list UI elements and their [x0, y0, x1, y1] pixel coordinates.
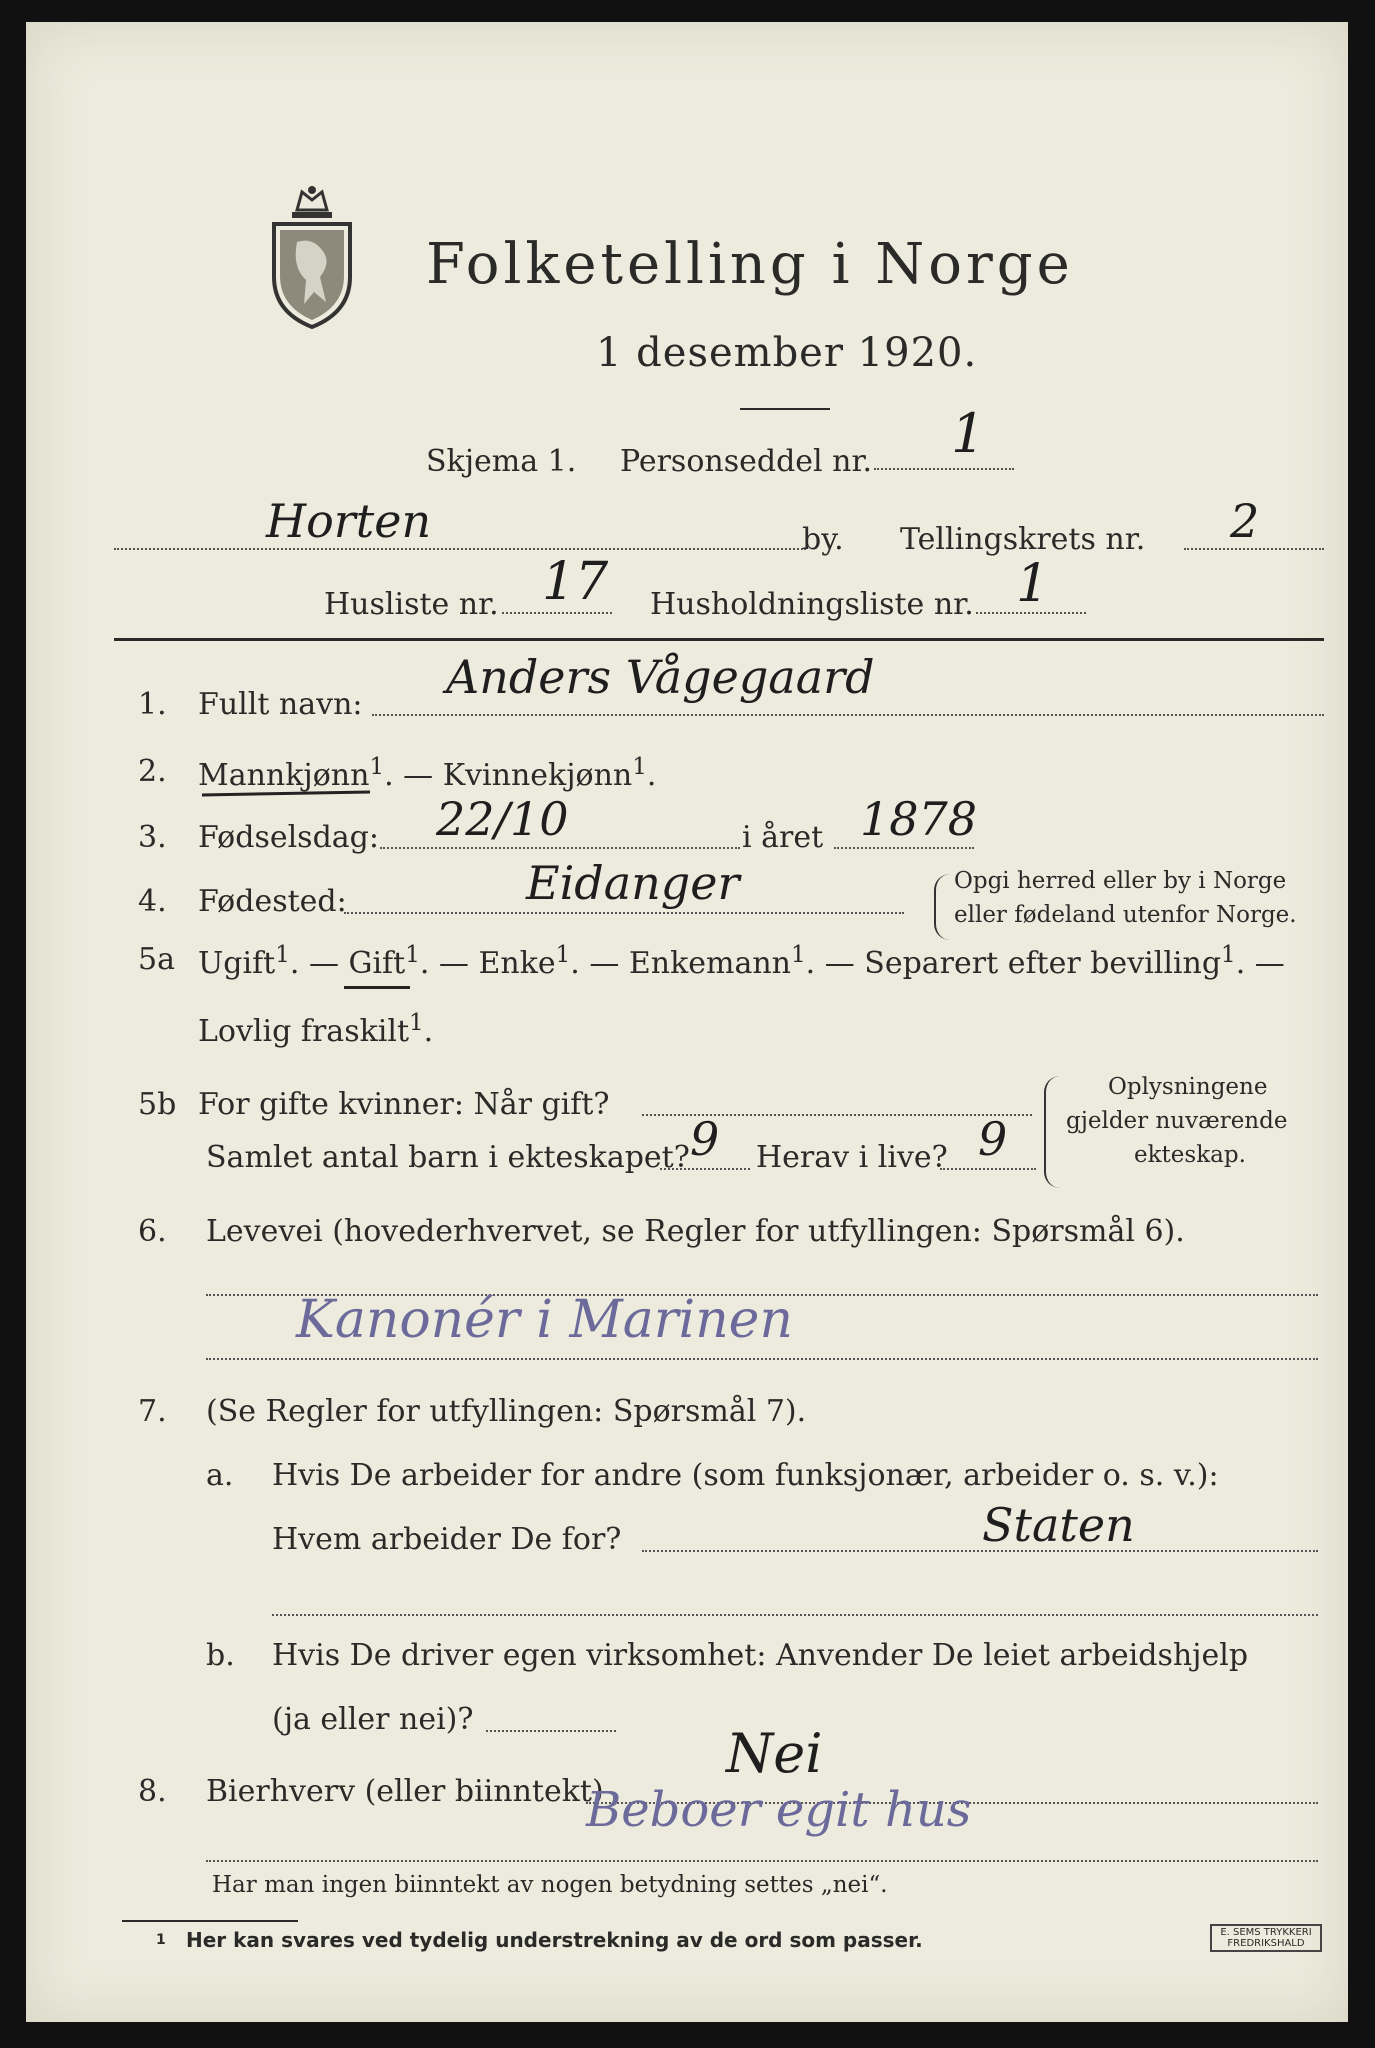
alive-line: [940, 1168, 1036, 1170]
full-name-value[interactable]: Anders Vågegaard: [446, 650, 875, 704]
q7a-letter: a.: [206, 1458, 234, 1493]
title-divider: [740, 408, 830, 410]
q5a-number: 5a: [138, 942, 175, 977]
tellingskrets-value[interactable]: 2: [1230, 494, 1260, 548]
q8-number: 8.: [138, 1774, 167, 1809]
gift-option[interactable]: Gift: [348, 946, 406, 981]
footnote-rule: [122, 1920, 298, 1922]
q7b-line1: Hvis De driver egen virksomhet: Anvender De leiet arbeidshjelp: [272, 1638, 1249, 1673]
q7b-line2: (ja eller nei)?: [272, 1702, 474, 1737]
q7b-letter: b.: [206, 1638, 235, 1673]
husliste-label: Husliste nr.: [324, 587, 499, 622]
children-line: [660, 1168, 750, 1170]
ugift-option[interactable]: Ugift: [198, 946, 276, 981]
q8-line2: [206, 1860, 1318, 1862]
q4-line: [344, 912, 904, 914]
tellingskrets-line: [1184, 548, 1324, 550]
census-form: [26, 22, 1348, 2022]
alive-value[interactable]: 9: [978, 1112, 1008, 1166]
q4-number: 4.: [138, 884, 167, 919]
q7-number: 7.: [138, 1394, 167, 1429]
children-label: Samlet antal barn i ekteskapet?: [206, 1140, 690, 1175]
side-income-note[interactable]: Beboer egit hus: [586, 1782, 972, 1838]
q5b-number: 5b: [138, 1087, 177, 1122]
male-option[interactable]: Mannkjønn: [198, 758, 370, 793]
q2-line: Mannkjønn$^1$. — Kvinnekjønn$^1$.: [198, 754, 657, 793]
birthplace-value[interactable]: Eidanger: [526, 856, 740, 910]
q5b-label: For gifte kvinner: Når gift?: [198, 1087, 610, 1122]
husliste-line: [502, 612, 612, 614]
personseddel-value[interactable]: 1: [951, 402, 986, 465]
q4-label: Fødested:: [198, 884, 347, 919]
q1-label: Fullt navn:: [198, 687, 363, 722]
q7a-line: [642, 1550, 1318, 1552]
footnote-text: Her kan svares ved tydelig understrekning av de ord som passer.: [186, 1928, 923, 1952]
fraskilt-line: Lovlig fraskilt$^1$.: [198, 1010, 434, 1049]
q1-number: 1.: [138, 687, 167, 722]
alive-label: Herav i live?: [756, 1140, 948, 1175]
children-value[interactable]: 9: [690, 1112, 720, 1166]
q3-day-line: [380, 847, 740, 849]
q6-label: Levevei (hovederhvervet, se Regler for utfyllingen: Spørsmål 6).: [206, 1214, 1185, 1249]
city-value[interactable]: Horten: [266, 494, 432, 548]
q7a-line1: Hvis De arbeider for andre (som funksjonær, arbeider o. s. v.):: [272, 1458, 1219, 1493]
q4-note-line2: eller fødeland utenfor Norge.: [954, 902, 1297, 928]
form-date: 1 desember 1920.: [596, 330, 978, 376]
q1-line: [372, 714, 1324, 716]
q6-line2: [206, 1358, 1318, 1360]
year-label: i året: [742, 820, 824, 855]
q6-number: 6.: [138, 1214, 167, 1249]
q8-label: Bierhverv (eller biinntekt): [206, 1774, 604, 1809]
q7b-line: [486, 1730, 616, 1732]
footnote-mark: 1: [156, 1932, 166, 1948]
female-option[interactable]: Kvinnekjønn: [442, 758, 633, 793]
q5b-bracket: [1044, 1076, 1060, 1188]
husholdning-label: Husholdningsliste nr.: [650, 587, 974, 622]
q7a-line2: Hvem arbeider De for?: [272, 1522, 622, 1557]
husholdning-value[interactable]: 1: [1016, 554, 1050, 614]
tellingskrets-label: Tellingskrets nr.: [900, 522, 1146, 557]
personseddel-line: [874, 468, 1014, 470]
q5b-note-line3: ekteskap.: [1134, 1142, 1246, 1168]
by-label: by.: [802, 522, 844, 557]
q5b-note-line2: gjelder nuværende: [1066, 1108, 1288, 1134]
nei-note: Har man ingen biinntekt av nogen betydning settes „nei“.: [212, 1872, 888, 1898]
side-income-value[interactable]: Nei: [726, 1722, 823, 1785]
coat-of-arms-icon: [262, 182, 362, 332]
occupation-value[interactable]: Kanonér i Marinen: [296, 1290, 793, 1350]
q3-year-line: [834, 847, 974, 849]
printer-stamp: E. SEMS TRYKKERI FREDRIKSHALD: [1210, 1924, 1322, 1952]
q2-number: 2.: [138, 754, 167, 789]
marital-status-line: Ugift$^1$. — Gift$^1$. — Enke$^1$. — Enkemann$^1$. — Separert efter bevilling$^1$. —: [198, 942, 1285, 981]
header-rule: [114, 638, 1324, 641]
husliste-value[interactable]: 17: [542, 552, 609, 612]
q3-label: Fødselsdag:: [198, 820, 379, 855]
skjema-label: Skjema 1.: [426, 444, 577, 479]
employer-value[interactable]: Staten: [982, 1498, 1135, 1552]
gift-underline-mark: [344, 986, 410, 989]
birth-year-value[interactable]: 1878: [860, 792, 978, 846]
q4-bracket: [934, 874, 950, 940]
q4-note-line1: Opgi herred eller by i Norge: [954, 868, 1287, 894]
personseddel-label: Personseddel nr.: [620, 444, 873, 479]
q5b-note-line1: Oplysningene: [1108, 1074, 1268, 1100]
fraskilt-option[interactable]: Lovlig fraskilt: [198, 1014, 410, 1049]
birthday-value[interactable]: 22/10: [436, 792, 569, 846]
q3-number: 3.: [138, 820, 167, 855]
form-title: Folketelling i Norge: [426, 232, 1074, 297]
q7-label: (Se Regler for utfyllingen: Spørsmål 7).: [206, 1394, 807, 1429]
q7a-line-extra: [272, 1614, 1318, 1616]
city-line: [114, 548, 806, 550]
